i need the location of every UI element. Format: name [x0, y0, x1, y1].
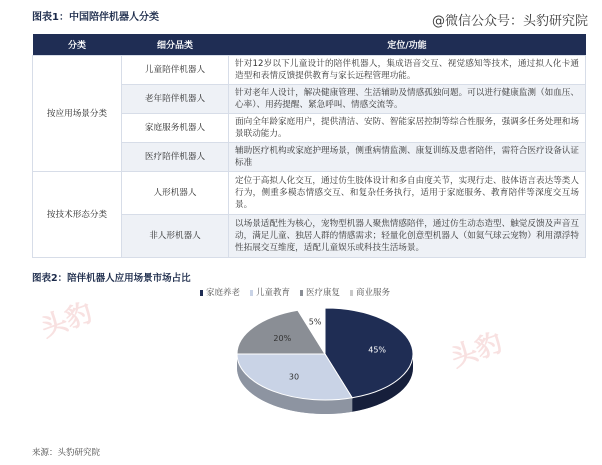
wechat-watermark: @微信公众号：头豹研究院 — [431, 14, 588, 29]
header-subtype: 细分品类 — [122, 34, 229, 56]
legend-label: 商业服务 — [356, 288, 391, 298]
desc-cell: 辅助医疗机构或家庭护理场景，侧重病情监测、康复训练及患者陪伴，需符合医疗设备认证标准 — [229, 143, 586, 172]
header-function: 定位/功能 — [229, 34, 586, 56]
desc-cell: 面向全年龄家庭用户，提供清洁、安防、智能家居控制等综合性服务，强调多任务处理和场景联动能力。 — [229, 114, 586, 143]
table-row — [33, 56, 586, 85]
chart-legend — [200, 286, 390, 298]
category-cell: 按应用场景分类 — [33, 56, 122, 172]
legend-swatch — [300, 290, 303, 296]
desc-cell: 针对老年人设计，解决健康管理、生活辅助及情感孤独问题。可以进行健康监测（如血压、心率）、用药提醒、紧急呼叫、情感交流等。 — [229, 85, 586, 114]
legend-item — [250, 286, 290, 298]
legend-item — [350, 286, 390, 298]
subtype-cell: 人形机器人 — [122, 172, 229, 215]
pie-data-label: 20% — [273, 333, 292, 343]
pie-data-label: 30 — [288, 372, 300, 382]
category-cell: 按技术形态分类 — [33, 172, 122, 258]
legend-swatch — [350, 290, 353, 296]
figure1-title: 图表1：中国陪伴机器人分类 — [32, 12, 159, 23]
brand-watermark: 头豹 — [37, 297, 97, 344]
classification-table — [32, 34, 586, 258]
figure2-title: 图表2：陪伴机器人应用场景市场占比 — [32, 273, 191, 284]
table-header-row — [33, 34, 586, 56]
subtype-cell: 家庭服务机器人 — [122, 114, 229, 143]
legend-item — [200, 286, 240, 298]
subtype-cell: 儿童陪伴机器人 — [122, 56, 229, 85]
legend-label: 医疗康复 — [306, 288, 341, 298]
legend-label: 家庭养老 — [206, 288, 241, 298]
header-category: 分类 — [33, 34, 122, 56]
legend-label: 儿童教育 — [256, 288, 291, 298]
legend-item — [300, 286, 340, 298]
subtype-cell: 医疗陪伴机器人 — [122, 143, 229, 172]
source-note: 来源：头豹研究院 — [32, 448, 101, 458]
desc-cell: 针对12岁以下儿童设计的陪伴机器人，集成语音交互、视觉感知等技术，通过拟人化卡通造型和表情反馈提供教育与家长远程管理功能。 — [229, 56, 586, 85]
brand-watermark: 头豹 — [447, 327, 507, 374]
subtype-cell: 老年陪伴机器人 — [122, 85, 229, 114]
legend-swatch — [200, 290, 203, 296]
desc-cell: 以场景适配性为核心，宠物型机器人聚焦情感陪伴，通过仿生动态造型、触觉反馈及声音互动，满足儿童、独居人群的情感需求；轻量化创意型机器人（如氦气球云宠物）利用漂浮特性拓展交互维度，适配儿童娱乐或科技生活场景。 — [229, 215, 586, 258]
subtype-cell: 非人形机器人 — [122, 215, 229, 258]
pie-data-label: 45% — [368, 345, 387, 355]
pie-data-label: 5% — [308, 317, 322, 327]
table-row — [33, 172, 586, 215]
desc-cell: 定位于高拟人化交互，通过仿生肢体设计和多自由度关节，实现行走、肢体语言表达等类人行为，侧重多模态情感交互、和复杂任务执行，适用于家庭服务、教育陪伴等深度交互场景。 — [229, 172, 586, 215]
pie-chart — [230, 302, 420, 422]
legend-swatch — [250, 290, 253, 296]
